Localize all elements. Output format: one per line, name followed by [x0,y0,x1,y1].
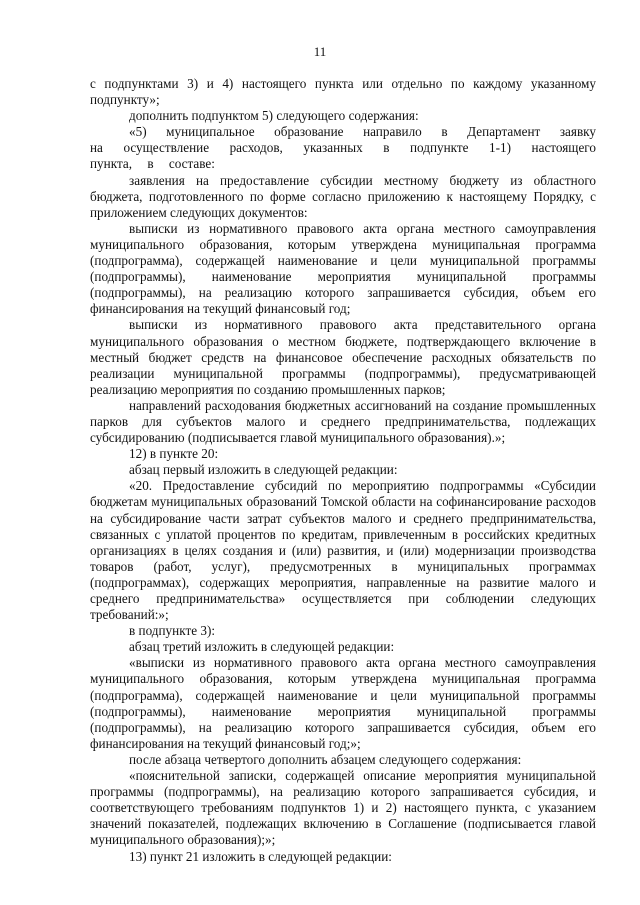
paragraph-13: «выписки из нормативного правового акта органа местного самоуправления муниципального образования, которым утверждена муниципальная программа (подпрограмма), содержащей наименование и цели муниципальной программы (подпрограммы), наименование мероприятия муниципальной программы (подпрограммы), на реализацию которого запрашивается субсидия, объем его финансирования на текущий финансовый год;»; [90,655,596,751]
paragraph-16: 13) пункт 21 изложить в следующей редакции: [129,848,392,864]
paragraph-8: 12) в пункте 20: [129,446,219,462]
paragraph-3: «5) муниципальное образование направило в Департамент заявку на осуществление расходов, указанных в подпункте 1-1) настоящего пункта, в составе: [90,124,596,172]
paragraph-12: абзац третий изложить в следующей редакции: [129,639,395,655]
paragraph-1: с подпунктами 3) и 4) настоящего пункта или отдельно по каждому указанному подпункту»; [90,76,596,108]
paragraph-10: «20. Предоставление субсидий по мероприятию подпрограммы «Субсидии бюджетам муниципальных образований Томской области на софинансирование расходов на субсидирование части затрат субъектов малого и среднего предпринимательства, связанных с уплатой процентов по кредитам, привлеченным в российских кредитных организациях в целях создания и (или) развития, и (или) модернизации производства товаров (работ, услуг), предусмотренных в муниципальных программах (подпрограммах), содержащих мероприятия, направленные на развитие малого и среднего предпринимательства» осуществляется при соблюдении следующих требований:»; [90,478,596,623]
paragraph-2: дополнить подпунктом 5) следующего содержания: [129,108,419,124]
page-number: 11 [313,44,327,59]
paragraph-6: выписки из нормативного правового акта представительного органа муниципального образования о местном бюджете, подтверждающего включение в местный бюджет средств на финансовое обеспечение расходных обязательств по реализации муниципальной программы (подпрограммы), предусматривающей реализацию мероприятия по созданию промышленных парков; [90,317,596,397]
paragraph-15: «пояснительной записки, содержащей описание мероприятия муниципальной программы (подпрограммы), на реализацию которого запрашивается субсидия, и соответствующего требованиям подпунктов 1) и 2) настоящего пункта, с указанием значений показателей, подлежащих включению в Соглашение (подписывается главой муниципального образования);»; [90,768,596,848]
paragraph-5: выписки из нормативного правового акта органа местного самоуправления муниципального образования, которым утверждена муниципальная программа (подпрограмма), содержащей наименование и цели муниципальной программы (подпрограммы), наименование мероприятия муниципальной программы (подпрограммы), на реализацию которого запрашивается субсидия, объем его финансирования на текущий финансовый год; [90,220,596,317]
paragraph-11: в подпункте 3): [129,623,216,639]
paragraph-14: после абзаца четвертого дополнить абзацем следующего содержания: [129,751,522,767]
paragraph-9: абзац первый изложить в следующей редакции: [129,462,398,478]
document-body [90,76,596,865]
paragraph-7: направлений расходования бюджетных ассигнований на создание промышленных парков для субъектов малого и среднего предпринимательства, подлежащих субсидированию (подписывается главой муниципального образования).»; [90,397,596,446]
paragraph-4: заявления на предоставление субсидии местному бюджету из областного бюджета, подготовленного по форме согласно приложению к настоящему Порядку, с приложением следующих документов: [90,172,596,220]
